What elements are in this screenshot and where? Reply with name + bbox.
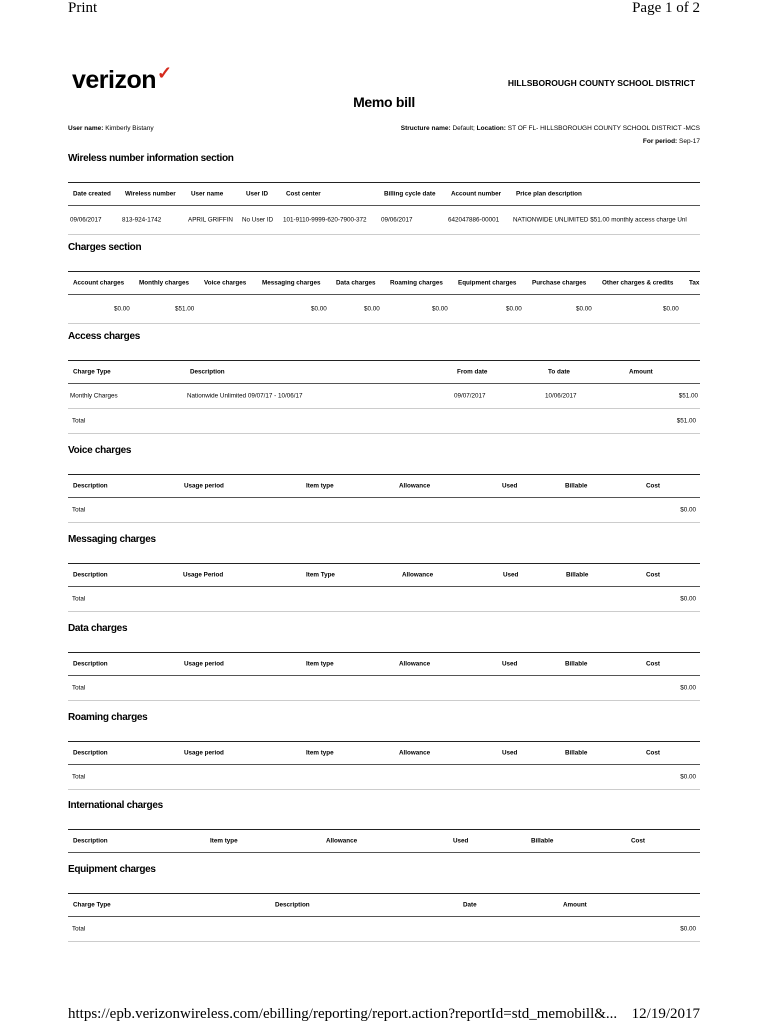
table-cell: 09/06/2017 [381,216,413,224]
user-name-line [68,125,154,132]
column-header: Description [73,482,108,490]
total-label: Total [72,925,86,933]
column-header: Description [73,660,108,668]
table-header [68,652,700,676]
column-header: Item type [210,837,238,845]
total-row [68,587,700,612]
total-value: $0.00 [680,925,696,933]
user-name-value: Kimberly Bistany [105,125,154,132]
equipment-table [68,893,700,942]
column-header: Voice charges [204,279,247,287]
table-header [68,271,700,295]
column-header: Charge Type [73,368,111,376]
column-header: To date [548,368,570,376]
table-cell: $51.00 [678,392,698,400]
international-table [68,829,700,853]
table-cell: $0.00 [432,305,448,313]
verizon-logo [72,63,172,95]
column-header: Item type [306,749,334,757]
total-label: Total [72,506,86,514]
column-header: Used [502,660,518,668]
table-cell: $0.00 [114,305,130,313]
table-cell: No User ID [242,216,274,224]
column-header: User ID [246,190,269,198]
structure-line [401,125,700,132]
table-cell: $0.00 [663,305,679,313]
access-table [68,360,700,434]
print-date: 12/19/2017 [631,1006,700,1022]
total-value: $0.00 [680,773,696,781]
international-section-title: International charges [68,800,163,811]
voice-section-title: Voice charges [68,445,132,456]
column-header: Item type [306,660,334,668]
column-header: Item type [306,482,334,490]
column-header: User name [191,190,224,198]
table-cell: 10/06/2017 [545,392,577,400]
column-header: Item Type [306,571,335,579]
column-header: Cost [631,837,645,845]
wireless-section-title: Wireless number information section [68,153,234,164]
access-section-title: Access charges [68,331,140,342]
column-header: Description [73,749,108,757]
charges-table [68,271,700,324]
column-header: Tax [689,279,700,287]
wireless-table [68,182,700,235]
table-cell: NATIONWIDE UNLIMITED $51.00 monthly access charge Unl [513,216,687,224]
column-header: Used [502,749,518,757]
table-cell: APRIL GRIFFIN [188,216,233,224]
page-number: Page 1 of 2 [632,0,700,16]
column-header: Messaging charges [262,279,321,287]
location-value: ST OF FL- HILLSBOROUGH COUNTY SCHOOL DISTRICT -MCS [507,125,700,132]
roaming-section-title: Roaming charges [68,712,148,723]
page-url: https://epb.verizonwireless.com/ebilling/reporting/report.action?reportId=std_memobill&... [68,1006,618,1022]
table-row [68,295,700,324]
column-header: Usage period [184,749,224,757]
column-header: Billable [565,660,588,668]
column-header: Cost center [286,190,321,198]
messaging-table [68,563,700,612]
table-header [68,182,700,206]
column-header: Date [463,901,477,909]
total-value: $0.00 [680,506,696,514]
equipment-section-title: Equipment charges [68,864,156,875]
column-header: Description [275,901,310,909]
table-cell: $51.00 [175,305,195,313]
column-header: Used [502,482,518,490]
roaming-table [68,741,700,790]
print-label: Print [68,0,98,16]
column-header: Other charges & credits [602,279,674,287]
total-row [68,765,700,790]
column-header: Billable [531,837,554,845]
charges-section-title: Charges section [68,242,142,253]
table-header [68,741,700,765]
table-cell: 642047886-00001 [448,216,500,224]
data-table [68,652,700,701]
column-header: Usage Period [183,571,224,579]
column-header: Cost [646,660,660,668]
table-cell: Monthly Charges [70,392,118,400]
total-row [68,498,700,523]
column-header: Purchase charges [532,279,587,287]
total-label: Total [72,417,86,425]
column-header: Usage period [184,482,224,490]
page-title: Memo bill [353,94,415,110]
column-header: Cost [646,571,660,579]
total-value: $0.00 [680,684,696,692]
table-header [68,360,700,384]
column-header: Cost [646,482,660,490]
column-header: Monthly charges [139,279,190,287]
column-header: Allowance [399,660,431,668]
table-header [68,563,700,587]
table-cell: Nationwide Unlimited 09/07/17 - 10/06/17 [187,392,303,400]
column-header: Equipment charges [458,279,517,287]
total-row [68,676,700,701]
column-header: Date created [73,190,111,198]
column-header: Cost [646,749,660,757]
column-header: Used [453,837,469,845]
data-section-title: Data charges [68,623,128,634]
table-cell: 101-9110-9999-620-7900-372 [283,216,367,224]
column-header: Usage period [184,660,224,668]
period-value: Sep-17 [679,138,700,145]
column-header: Used [503,571,519,579]
total-value: $0.00 [680,595,696,603]
column-header: Billable [566,571,589,579]
column-header: Account charges [73,279,125,287]
column-header: Price plan description [516,190,582,198]
table-header [68,893,700,917]
column-header: Allowance [326,837,358,845]
table-cell: $0.00 [506,305,522,313]
column-header: Allowance [399,482,431,490]
column-header: Data charges [336,279,376,287]
column-header: From date [457,368,488,376]
check-icon: ✓ [157,63,172,83]
total-label: Total [72,595,86,603]
table-header [68,829,700,853]
district-name: HILLSBOROUGH COUNTY SCHOOL DISTRICT [507,78,695,88]
table-cell: 09/06/2017 [70,216,102,224]
total-row [68,409,700,434]
column-header: Description [190,368,225,376]
messaging-section-title: Messaging charges [68,534,156,545]
column-header: Description [73,837,108,845]
column-header: Billing cycle date [384,190,436,198]
column-header: Billable [565,749,588,757]
period-line [643,138,700,145]
column-header: Billable [565,482,588,490]
table-cell: $0.00 [576,305,592,313]
column-header: Allowance [399,749,431,757]
logo-text: verizon [72,66,157,94]
table-cell: $0.00 [311,305,327,313]
total-label: Total [72,684,86,692]
column-header: Amount [563,901,587,909]
table-cell: 813-924-1742 [122,216,162,224]
column-header: Roaming charges [390,279,443,287]
table-cell: $0.00 [364,305,380,313]
table-header [68,474,700,498]
total-row [68,917,700,942]
column-header: Description [73,571,108,579]
voice-table [68,474,700,523]
column-header: Wireless number [125,190,176,198]
column-header: Account number [451,190,502,198]
column-header: Amount [629,368,653,376]
table-row [68,206,700,235]
total-label: Total [72,773,86,781]
total-value: $51.00 [676,417,696,425]
structure-label: Structure name: [400,125,451,132]
structure-value: Default; [452,125,475,132]
table-row [68,384,700,409]
period-label: For period: [642,138,678,145]
location-label: Location: [476,125,506,132]
table-cell: 09/07/2017 [454,392,486,400]
column-header: Allowance [402,571,434,579]
user-name-label: User name: [68,125,104,132]
column-header: Charge Type [73,901,111,909]
